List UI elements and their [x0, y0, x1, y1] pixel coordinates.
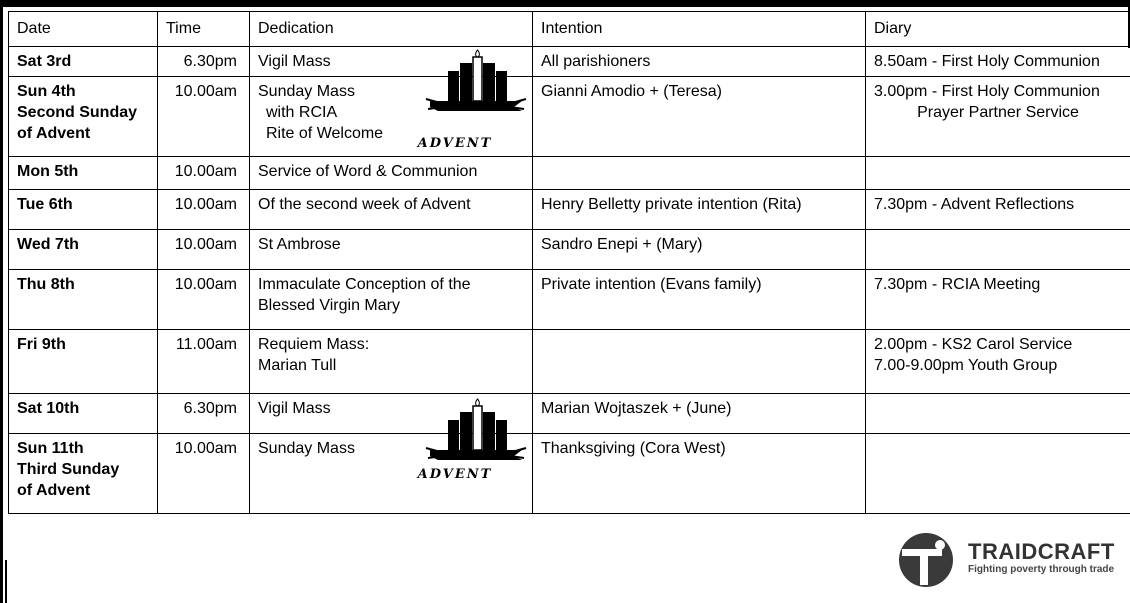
date-line: Sun 4th [17, 83, 76, 100]
row-intention [533, 230, 866, 270]
row-intention [533, 434, 866, 514]
row-date [9, 47, 158, 77]
intention-line: All parishioners [541, 53, 651, 70]
intention-line: Henry Belletty private intention (Rita) [541, 196, 802, 213]
diary-line: 7.00-9.00pm Youth Group [874, 357, 1058, 374]
intention-line: Sandro Enepi + (Mary) [541, 236, 703, 253]
table-row [9, 330, 1130, 394]
row-dedication [250, 270, 533, 330]
dedication-line: Immaculate Conception of the [258, 276, 471, 293]
intention-line: Marian Wojtaszek + (June) [541, 400, 732, 417]
dedication-line: Vigil Mass [258, 53, 331, 70]
page-border-top [0, 0, 1130, 7]
page-border-left [0, 0, 3, 603]
row-dedication [250, 330, 533, 394]
date-line: Sat 3rd [17, 53, 72, 70]
row-date [9, 77, 158, 157]
table-row [9, 434, 1130, 514]
table-row [9, 394, 1130, 434]
dedication-line: Vigil Mass [258, 400, 331, 417]
row-time: 10.00am [158, 157, 250, 190]
row-date [9, 434, 158, 514]
header-date: Date [9, 12, 158, 47]
page-border-left-inner [5, 560, 7, 603]
row-dedication [250, 157, 533, 190]
table-row [9, 47, 1130, 77]
row-time: 6.30pm [158, 394, 250, 434]
row-diary [866, 77, 1130, 157]
traidcraft-logo [896, 531, 1126, 591]
date-line: Tue 6th [17, 196, 73, 213]
row-dedication [250, 47, 533, 77]
table-row [9, 230, 1130, 270]
dedication-line: Marian Tull [258, 357, 337, 374]
row-intention [533, 330, 866, 394]
row-intention [533, 47, 866, 77]
diary-line: 7.30pm - RCIA Meeting [874, 276, 1041, 293]
table-header-row [9, 12, 1130, 47]
table-row [9, 190, 1130, 230]
row-dedication [250, 190, 533, 230]
dedication-line: Service of Word & Communion [258, 163, 478, 180]
header-time: Time [158, 12, 250, 47]
row-intention [533, 270, 866, 330]
logo-tagline: Fighting poverty through trade [968, 564, 1115, 575]
dedication-line: St Ambrose [258, 236, 341, 253]
row-dedication [250, 434, 533, 514]
row-intention [533, 394, 866, 434]
diary-line: 8.50am - First Holy Communion [874, 53, 1100, 70]
dedication-line: Sunday Mass [258, 440, 355, 457]
row-diary [866, 47, 1130, 77]
dedication-line: Blessed Virgin Mary [258, 297, 400, 314]
row-intention [533, 190, 866, 230]
date-line: Third Sunday [17, 461, 120, 478]
row-diary [866, 434, 1130, 514]
dedication-line: with RCIA [266, 104, 338, 121]
table-row [9, 157, 1130, 190]
row-time: 6.30pm [158, 47, 250, 77]
logo-name: TRAIDCRAFT [968, 539, 1115, 564]
date-line: of Advent [17, 482, 91, 499]
header-intention: Intention [533, 12, 866, 47]
row-time: 10.00am [158, 190, 250, 230]
date-line: Second Sunday [17, 104, 138, 121]
row-diary [866, 230, 1130, 270]
diary-line: 2.00pm - KS2 Carol Service [874, 336, 1073, 353]
traidcraft-figure-icon [896, 531, 962, 589]
header-diary: Diary [866, 12, 1130, 47]
row-dedication [250, 230, 533, 270]
row-time: 11.00am [158, 330, 250, 394]
date-line: Mon 5th [17, 163, 79, 180]
date-line: of Advent [17, 125, 91, 142]
date-line: Sun 11th [17, 440, 84, 457]
row-intention [533, 157, 866, 190]
date-line: Sat 10th [17, 400, 80, 417]
row-date [9, 190, 158, 230]
date-line: Wed 7th [17, 236, 79, 253]
row-date [9, 394, 158, 434]
row-time: 10.00am [158, 270, 250, 330]
row-time: 10.00am [158, 77, 250, 157]
dedication-line: Requiem Mass: [258, 336, 370, 353]
header-dedication: Dedication [250, 12, 533, 47]
intention-line: Gianni Amodio + (Teresa) [541, 83, 722, 100]
advent-emblem-label: ADVENT [417, 467, 493, 482]
dedication-line: Of the second week of Advent [258, 196, 471, 213]
row-diary [866, 330, 1130, 394]
row-date [9, 157, 158, 190]
diary-line: Prayer Partner Service [917, 104, 1079, 121]
row-date [9, 230, 158, 270]
advent-emblem-label: ADVENT [417, 136, 493, 151]
intention-line: Thanksgiving (Cora West) [541, 440, 726, 457]
row-date [9, 270, 158, 330]
dedication-line: Rite of Welcome [266, 125, 384, 142]
row-dedication [250, 394, 533, 434]
table-row [9, 270, 1130, 330]
intention-line: Private intention (Evans family) [541, 276, 762, 293]
table-row [9, 77, 1130, 157]
row-intention [533, 77, 866, 157]
diary-line: 3.00pm - First Holy Communion [874, 83, 1100, 100]
row-date [9, 330, 158, 394]
row-diary [866, 157, 1130, 190]
date-line: Thu 8th [17, 276, 75, 293]
row-diary [866, 270, 1130, 330]
row-dedication [250, 77, 533, 157]
row-time: 10.00am [158, 434, 250, 514]
dedication-line: Sunday Mass [258, 83, 355, 100]
date-line: Fri 9th [17, 336, 66, 353]
row-diary [866, 394, 1130, 434]
weekly-schedule-table [8, 11, 1130, 514]
row-time: 10.00am [158, 230, 250, 270]
diary-line: 7.30pm - Advent Reflections [874, 196, 1075, 213]
row-diary [866, 190, 1130, 230]
